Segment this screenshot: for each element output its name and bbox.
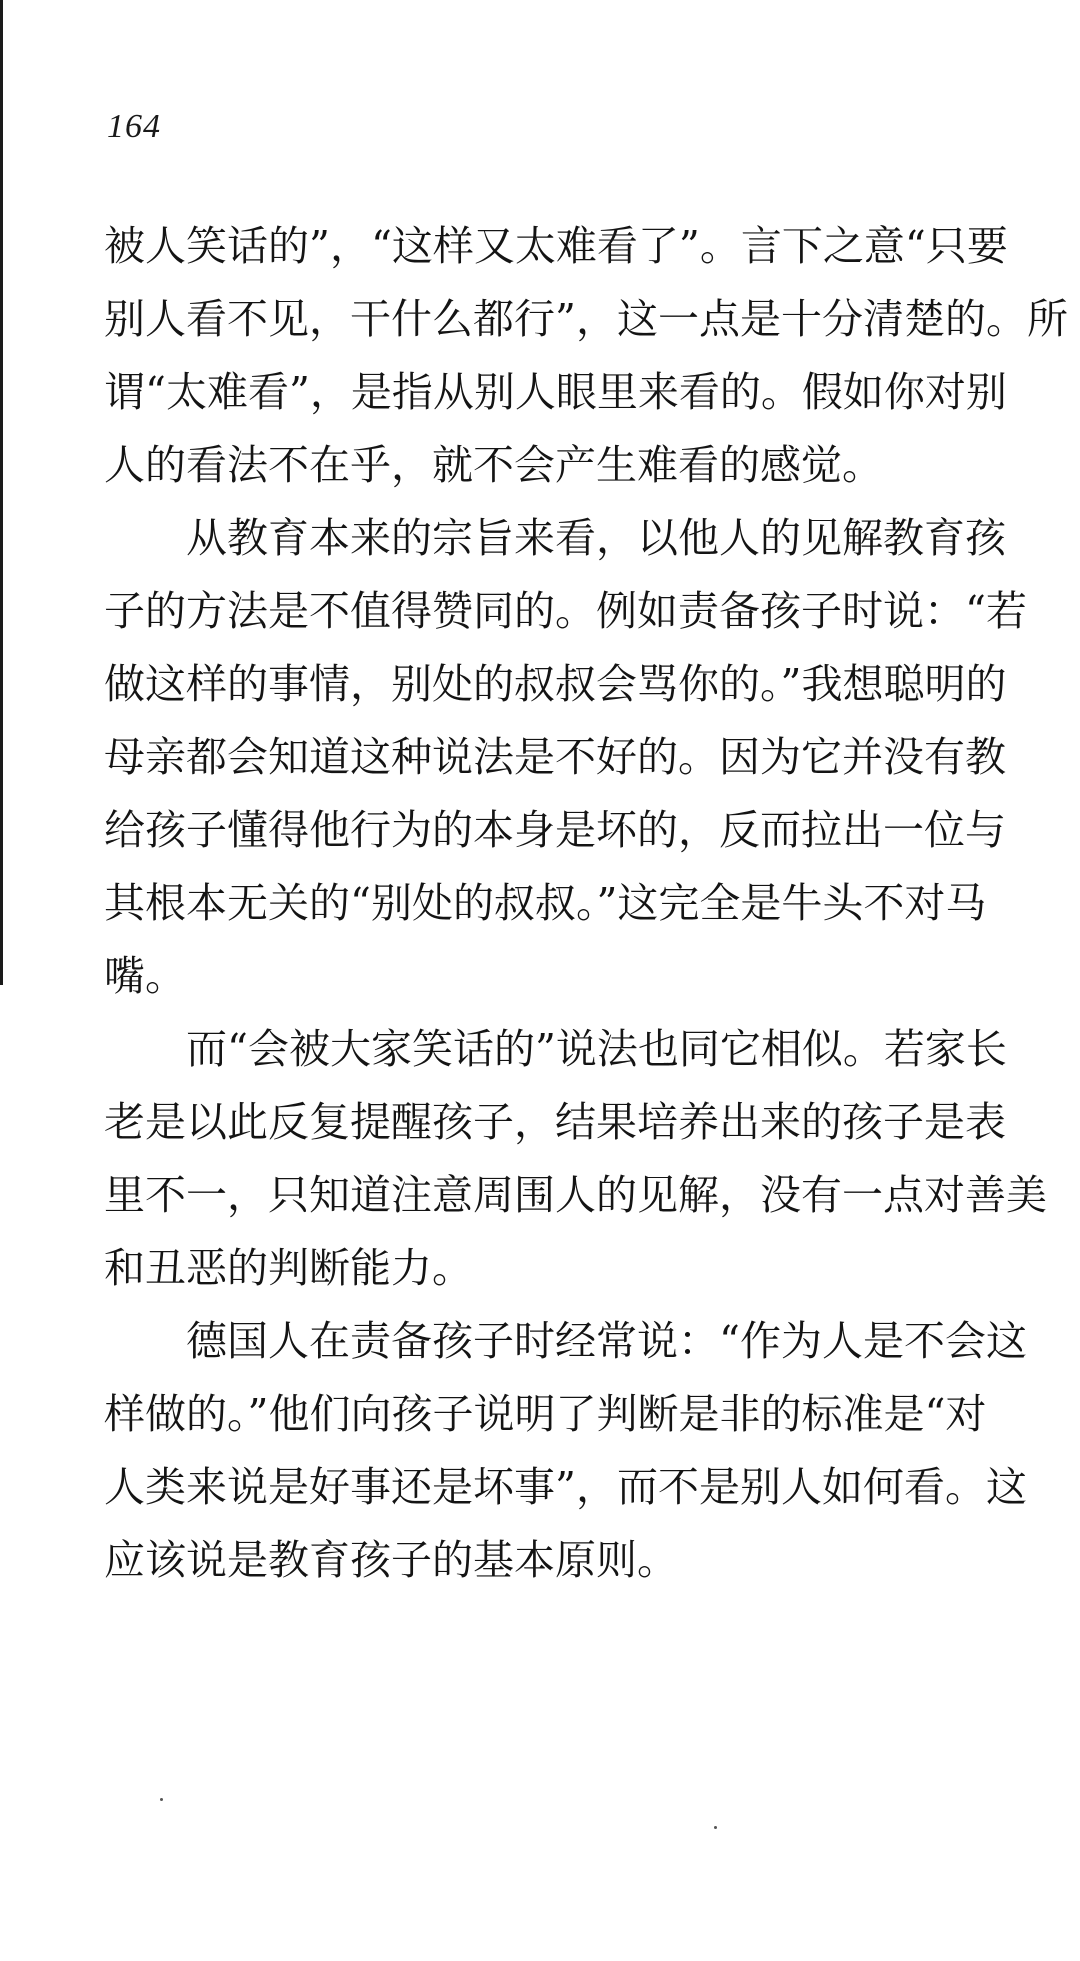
text-line: 从教育本来的宗旨来看，以他人的见解教育孩 bbox=[186, 514, 1006, 562]
text-line: 别人看不见，干什么都行”，这一点是十分清楚的。所 bbox=[104, 295, 1068, 343]
scan-edge-shadow bbox=[0, 0, 3, 985]
page-number: 164 bbox=[107, 108, 161, 145]
scan-speck bbox=[714, 1826, 717, 1829]
text-line: 样做的。”他们向孩子说明了判断是非的标准是“对 bbox=[104, 1390, 987, 1438]
text-line: 母亲都会知道这种说法是不好的。因为它并没有教 bbox=[104, 733, 1006, 781]
text-line: 子的方法是不值得赞同的。例如责备孩子时说：“若 bbox=[104, 587, 1027, 635]
body-text bbox=[104, 210, 1068, 1597]
text-line: 人类来说是好事还是坏事”，而不是别人如何看。这 bbox=[104, 1463, 1027, 1511]
text-line: 和丑恶的判断能力。 bbox=[104, 1244, 473, 1292]
text-line: 德国人在责备孩子时经常说：“作为人是不会这 bbox=[186, 1317, 1027, 1365]
text-line: 谓“太难看”，是指从别人眼里来看的。假如你对别 bbox=[104, 368, 1007, 416]
text-line: 而“会被大家笑话的”说法也同它相似。若家长 bbox=[186, 1025, 1007, 1073]
text-line: 给孩子懂得他行为的本身是坏的，反而拉出一位与 bbox=[104, 806, 1006, 854]
text-line: 老是以此反复提醒孩子，结果培养出来的孩子是表 bbox=[104, 1098, 1006, 1146]
text-line: 应该说是教育孩子的基本原则。 bbox=[104, 1536, 678, 1584]
text-line: 其根本无关的“别处的叔叔。”这完全是牛头不对马 bbox=[104, 879, 987, 927]
text-line: 人的看法不在乎，就不会产生难看的感觉。 bbox=[104, 441, 883, 489]
text-line: 嘴。 bbox=[104, 952, 186, 1000]
text-line: 里不一，只知道注意周围人的见解，没有一点对善美 bbox=[104, 1171, 1047, 1219]
scan-speck bbox=[160, 1798, 163, 1801]
text-line: 做这样的事情，别处的叔叔会骂你的。”我想聪明的 bbox=[104, 660, 1007, 708]
text-line: 被人笑话的”，“这样又太难看了”。言下之意“只要 bbox=[104, 222, 1008, 270]
